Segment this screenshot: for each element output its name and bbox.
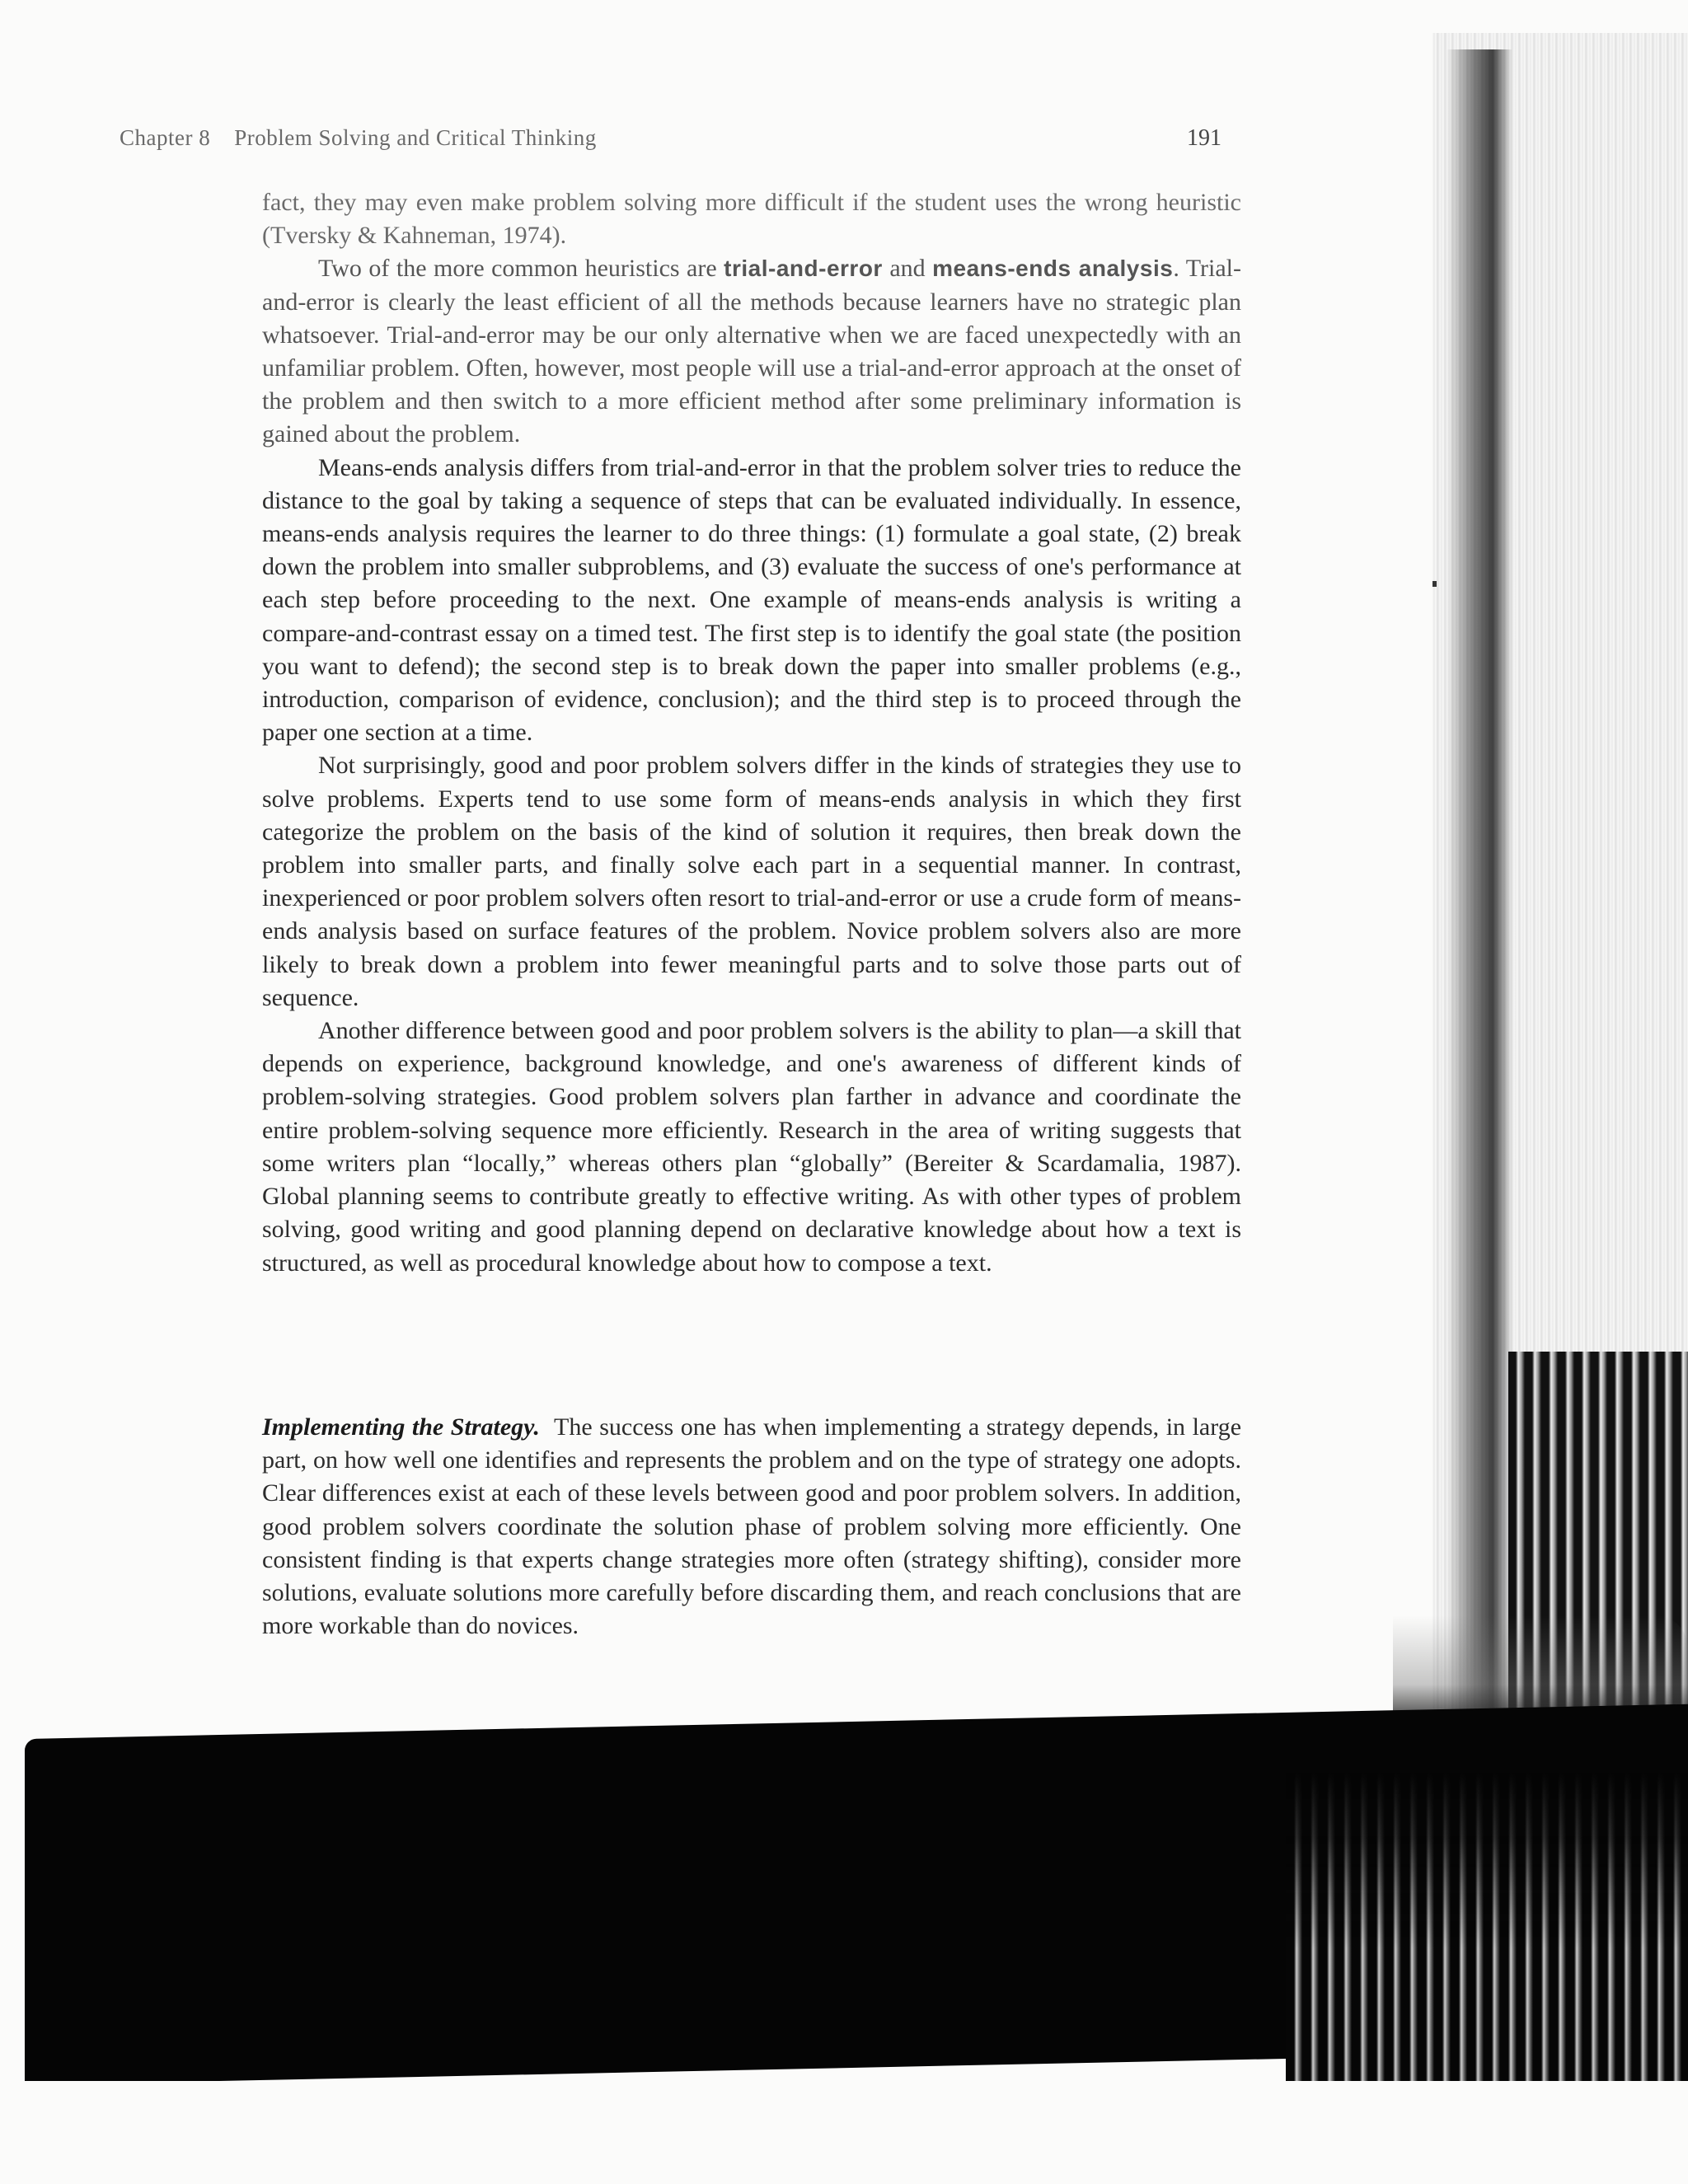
chapter-label: Chapter 8: [120, 125, 211, 150]
term-trial-and-error: trial-and-error: [724, 255, 883, 282]
term-means-ends-analysis: means-ends analysis: [932, 255, 1174, 282]
section-paragraph: [262, 1411, 1241, 1643]
bottom-margin: [25, 2081, 1688, 2184]
section-body: The success one has when implementing a strategy depends, in large part, on how well one identifies and represents the problem and on the type of strategy one adopts. Clear differences exist at each of these levels between good and poor problem solvers. In addition, good problem solvers coordinate the solution phase of problem solving more efficiently. One consistent finding is that experts change strategies more often (strategy shifting), consider more solutions, evaluate solutions more carefully before discarding them, and reach conclusions that are more workable than do novices.: [262, 1413, 1242, 1640]
paragraph-text: Two of the more common heuristics are: [318, 255, 724, 283]
paragraph-text: . Trial-and-error is clearly the least efficient of all the methods because learners have no strategic plan whatsoever. Trial-and-error may be our only alternative when we are faced unexpectedly with an unfamiliar problem. Often, however, most people will use a trial-and-error approach at the onset of the problem and then switch to a more efficient method after some preliminary information is gained about the problem.: [262, 255, 1241, 448]
book-spine-shadow: [1447, 49, 1512, 1747]
page-number: 191: [1187, 125, 1221, 151]
paragraph-means-ends: Means-ends analysis differs from trial-and-error in that the problem solver tries to reduce the distance to the goal by taking a sequence of steps that can be evaluated individually. In essence, means-ends analysis requires the learner to do three things: (1) formulate a goal state, (2) break down the problem into smaller subproblems, and (3) evaluate the success of one's performance at each step before proceeding to the next. One example of means-ends analysis is writing a compare-and-contrast essay on a timed test. The first step is to identify the goal state (the position you want to defend); the second step is to break down the paper into smaller problems (e.g., introduction, comparison of evidence, conclusion); and the third step is to proceed through the paper one section at a time.: [262, 453, 1241, 747]
paragraph-strategies: Not surprisingly, good and poor problem solvers differ in the kinds of strategies they use to solve problems. Experts tend to use some form of means-ends analysis in which they first categorize the problem on the basis of the kind of solution it requires, then break down the problem into smaller parts, and finally solve each part in a sequential manner. In contrast, inexperienced or poor problem solvers often resort to trial-and-error or use a crude form of means-ends analysis based on surface features of the problem. Novice problem solvers also are more likely to break down a problem into fewer meaningful parts and to solve those parts out of sequence.: [262, 752, 1241, 1011]
margin-mark: [1432, 581, 1437, 587]
chapter-title: Problem Solving and Critical Thinking: [234, 125, 597, 150]
section-heading: Implementing the Strategy.: [262, 1413, 540, 1441]
bottom-page-edge-stripes: [1286, 1772, 1688, 2093]
paragraph-text: and: [882, 255, 933, 283]
paragraph-heuristics: [262, 252, 1241, 451]
running-head: [120, 125, 597, 151]
paragraph-continued: fact, they may even make problem solving more difficult if the student uses the wrong heuristic (Tversky & Kahneman, 1974).: [262, 189, 1241, 250]
section-implementing-strategy: [262, 1411, 1241, 1643]
paragraph-planning: Another difference between good and poor problem solvers is the ability to plan—a skill that depends on experience, background knowledge, and one's awareness of different kinds of problem-solving strategies. Good problem solvers plan farther in advance and coordinate the entire problem-solving sequence more efficiently. Research in the area of writing suggests that some writers plan “locally,” whereas others plan “globally” (Bereiter & Scardamalia, 1987). Global planning seems to contribute greatly to effective writing. As with other types of problem solving, good writing and good planning depend on declarative knowledge about how a text is structured, as well as procedural knowledge about how to compose a text.: [262, 1017, 1241, 1277]
body-text: [262, 186, 1241, 1280]
